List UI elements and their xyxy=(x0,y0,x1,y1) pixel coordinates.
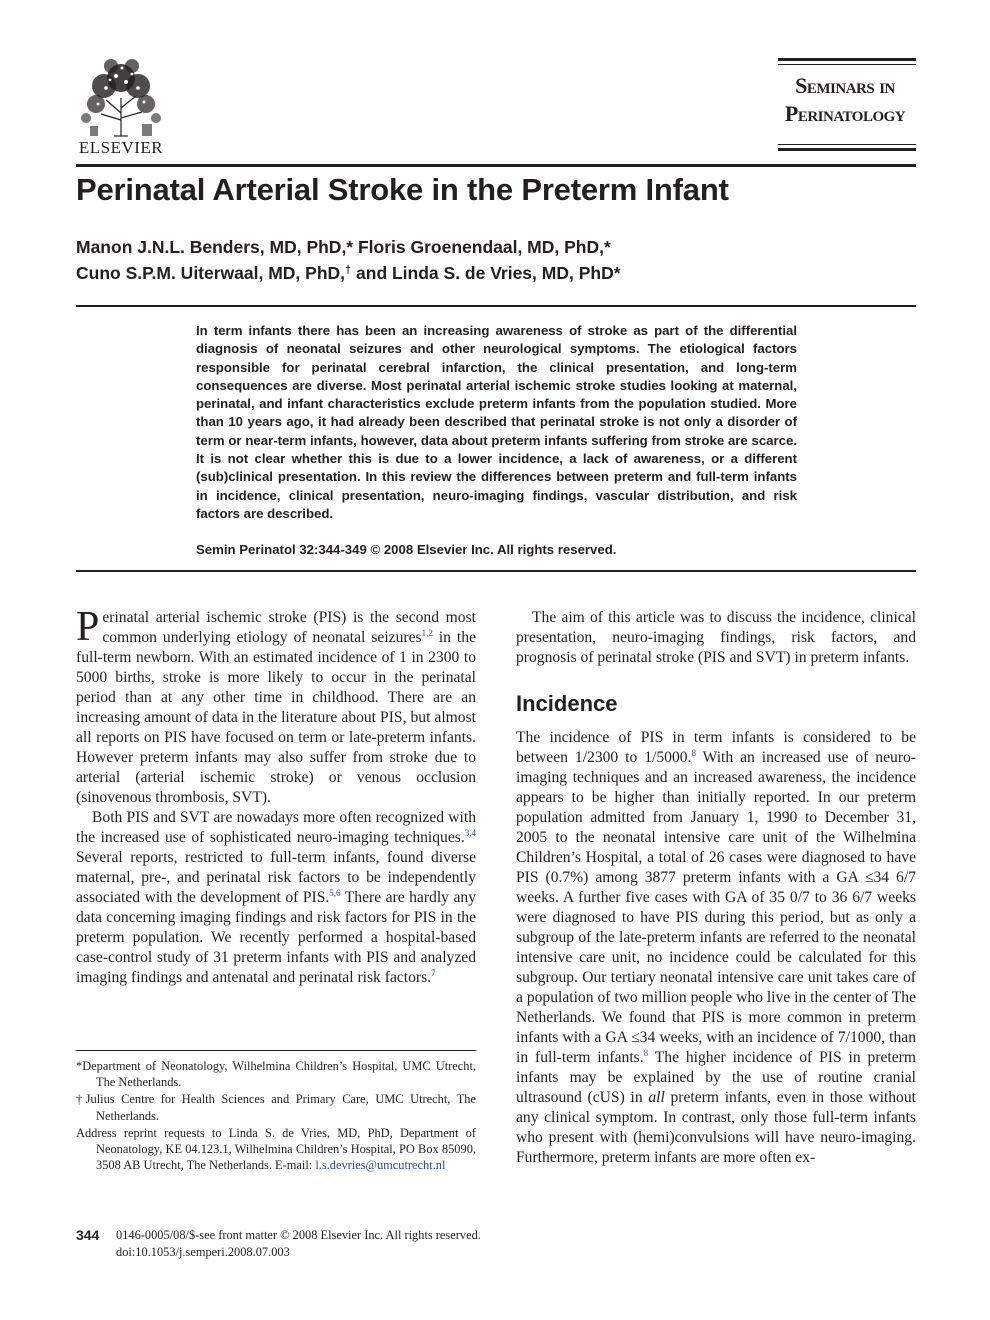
journal-rule-top-thin xyxy=(778,64,916,65)
paragraph-text: The higher incidence of PIS in preterm infants may be explained by the use of routine cranial ultrasound (cUS) in xyxy=(516,1049,916,1106)
footnote-correspondence xyxy=(76,1125,476,1174)
affiliation-mark: † xyxy=(345,264,352,276)
journal-rule-bottom xyxy=(778,148,916,151)
citation-line: Semin Perinatol 32:344-349 © 2008 Elsevier Inc. All rights reserved. xyxy=(196,542,617,557)
abstract-rule-bottom xyxy=(76,570,916,572)
paragraph-text: There are hardly any data concerning imaging findings and risk factors for PIS in the preterm population. We recently performed a hospital-based case-control study of 31 preterm infants with PIS and analyzed imaging findings and antenatal and perinatal risk factors. xyxy=(76,889,476,986)
correspondence-text: Address reprint requests to Linda S. de Vries, MD, PhD, Department of Neonatology, KE 04.123.1, Wilhelmina Children’s Hospital, PO Box 85090, 3508 AB Utrecht, The Netherlands. E-mail: xyxy=(76,1125,476,1173)
paragraph-text: in the full-term newborn. With an estimated incidence of 1 in 2300 to 5000 births, stroke is more likely to occur in the perinatal period than at any other time in childhood. There are an increasing amount of data in the literature about PIS, but almost all reports on PIS have focused on term or late-preterm infants. However preterm infants may also suffer from stroke due to arterial (arterial ischemic stroke) or venous occlusion (sinovenous thrombosis, SVT). xyxy=(76,629,476,806)
paragraph-text: erinatal arterial ischemic stroke (PIS) is the second most common underlying etiology of neonatal seizures xyxy=(102,609,476,646)
header-rule xyxy=(76,164,916,167)
authors-line-1: Manon J.N.L. Benders, MD, PhD,* Floris Groenendaal, MD, PhD,* xyxy=(76,237,611,257)
body-paragraph xyxy=(76,808,476,988)
emphasis-all: all xyxy=(648,1089,665,1106)
reference-link[interactable]: 8 xyxy=(643,1048,649,1058)
paragraph-text: Both PIS and SVT are nowadays more often recognized with the increased use of sophisticated neuro-imaging techniques. xyxy=(76,809,476,846)
article-title: Perinatal Arterial Stroke in the Preterm Infant xyxy=(76,172,729,207)
paragraph-text: With an increased use of neuro-imaging techniques and an increased awareness, the incidence appears to be higher than initially reported. In our preterm population admitted from January 1, 1990 to December 31, 2005 to the neonatal intensive care unit of the Wilhelmina Children’s Hospital, a total of 26 cases were diagnosed to have PIS (0.7%) among 3877 preterm infants with a GA ≤34 6/7 weeks. A further five cases with GA of 35 0/7 to 36 6/7 weeks were diagnosed to have PIS during this period, but as only a subgroup of the late-preterm infants are referred to the neonatal intensive care unit, no incidence could be calculated for this subgroup. Our tertiary neonatal intensive care unit takes care of a population of two million people who live in the center of The Netherlands. We found that PIS is more common in preterm infants with a GA ≤34 weeks, with an incidence of 7/1000, than in full-term infants. xyxy=(516,749,916,1066)
reference-link[interactable]: 7 xyxy=(431,968,436,978)
footnote-affiliation-1: *Department of Neonatology, Wilhelmina Children’s Hospital, UMC Utrecht, The Netherlands. xyxy=(76,1059,476,1090)
reference-link[interactable]: 1,2 xyxy=(421,628,433,638)
paragraph-text: preterm infants, even in those without any clinical symptom. In contrast, only those full-term infants who present with (hemi)convulsions will have neuro-imaging. Furthermore, preterm infants are more often ex- xyxy=(516,1089,916,1166)
footnotes xyxy=(76,1058,476,1174)
body-paragraph: The aim of this article was to discuss the incidence, clinical presentation, neuro-imaging findings, risk factors, and prognosis of perinatal stroke (PIS and SVT) in preterm infants. xyxy=(516,609,916,666)
journal-rule-top xyxy=(778,58,916,61)
footnote-rule xyxy=(76,1050,476,1051)
body-column-right xyxy=(516,608,916,1168)
publisher-name: ELSEVIER xyxy=(78,138,164,157)
abstract-rule-top xyxy=(76,305,916,307)
journal-title-line1: Seminars in xyxy=(795,73,895,98)
footer-doi-line[interactable]: doi:10.1053/j.semperi.2008.07.003 xyxy=(116,1245,290,1259)
reference-link[interactable]: 5,6 xyxy=(329,888,341,898)
body-paragraph xyxy=(516,728,916,1168)
email-link[interactable]: l.s.devries@umcutrecht.nl xyxy=(315,1158,446,1173)
journal-title-line2: Perinatology xyxy=(784,101,906,126)
authors-line-2 xyxy=(76,260,621,286)
drop-cap: P xyxy=(76,604,100,650)
journal-title xyxy=(770,72,920,128)
author-list xyxy=(76,234,621,286)
paragraph-text: Several reports, restricted to full-term infants, found diverse maternal, pre-, and perinatal risk factors to be independently associated with the development of PIS. xyxy=(76,849,476,906)
reference-link[interactable]: 8 xyxy=(691,748,696,758)
body-column-left xyxy=(76,604,476,988)
paragraph-text: The incidence of PIS in term infants is considered to be between 1/2300 to 1/5000. xyxy=(516,729,916,766)
reference-link[interactable]: 3,4 xyxy=(464,828,476,838)
body-paragraph xyxy=(76,604,476,808)
footnote-affiliation-2: †Julius Centre for Health Sciences and Primary Care, UMC Utrecht, The Netherlands. xyxy=(76,1092,476,1123)
author-de-vries: and Linda S. de Vries, MD, PhD* xyxy=(351,263,621,283)
abstract-text: In term infants there has been an increasing awareness of stroke as part of the differential diagnosis of neonatal seizures and other neurological symptoms. The etiological factors responsible for perinatal cerebral infarction, the clinical presentation, and long-term consequences are diverse. Most perinatal arterial ischemic stroke studies looking at maternal, perinatal, and infant characteristics exclude preterm infants from the population studied. More than 10 years ago, it had already been described that perinatal stroke is not only a disorder of term or near-term infants, however, data about preterm infants suffering from stroke are scarce. It is not clear whether this is due to a lower incidence, a lack of awareness, or a different (sub)clinical presentation. In this review the differences between preterm and full-term infants in incidence, clinical presentation, neuro-imaging findings, vascular distribution, and risk factors are described. xyxy=(196,323,797,521)
journal-rule-bottom-thin xyxy=(778,144,916,145)
page-number: 344 xyxy=(76,1227,100,1243)
author-uiterwaal: Cuno S.P.M. Uiterwaal, MD, PhD, xyxy=(76,263,346,283)
section-heading-incidence: Incidence xyxy=(516,691,618,716)
footer-copyright xyxy=(116,1227,481,1261)
footer-issn-line: 0146-0005/08/$-see front matter © 2008 Elsevier Inc. All rights reserved. xyxy=(116,1228,481,1242)
